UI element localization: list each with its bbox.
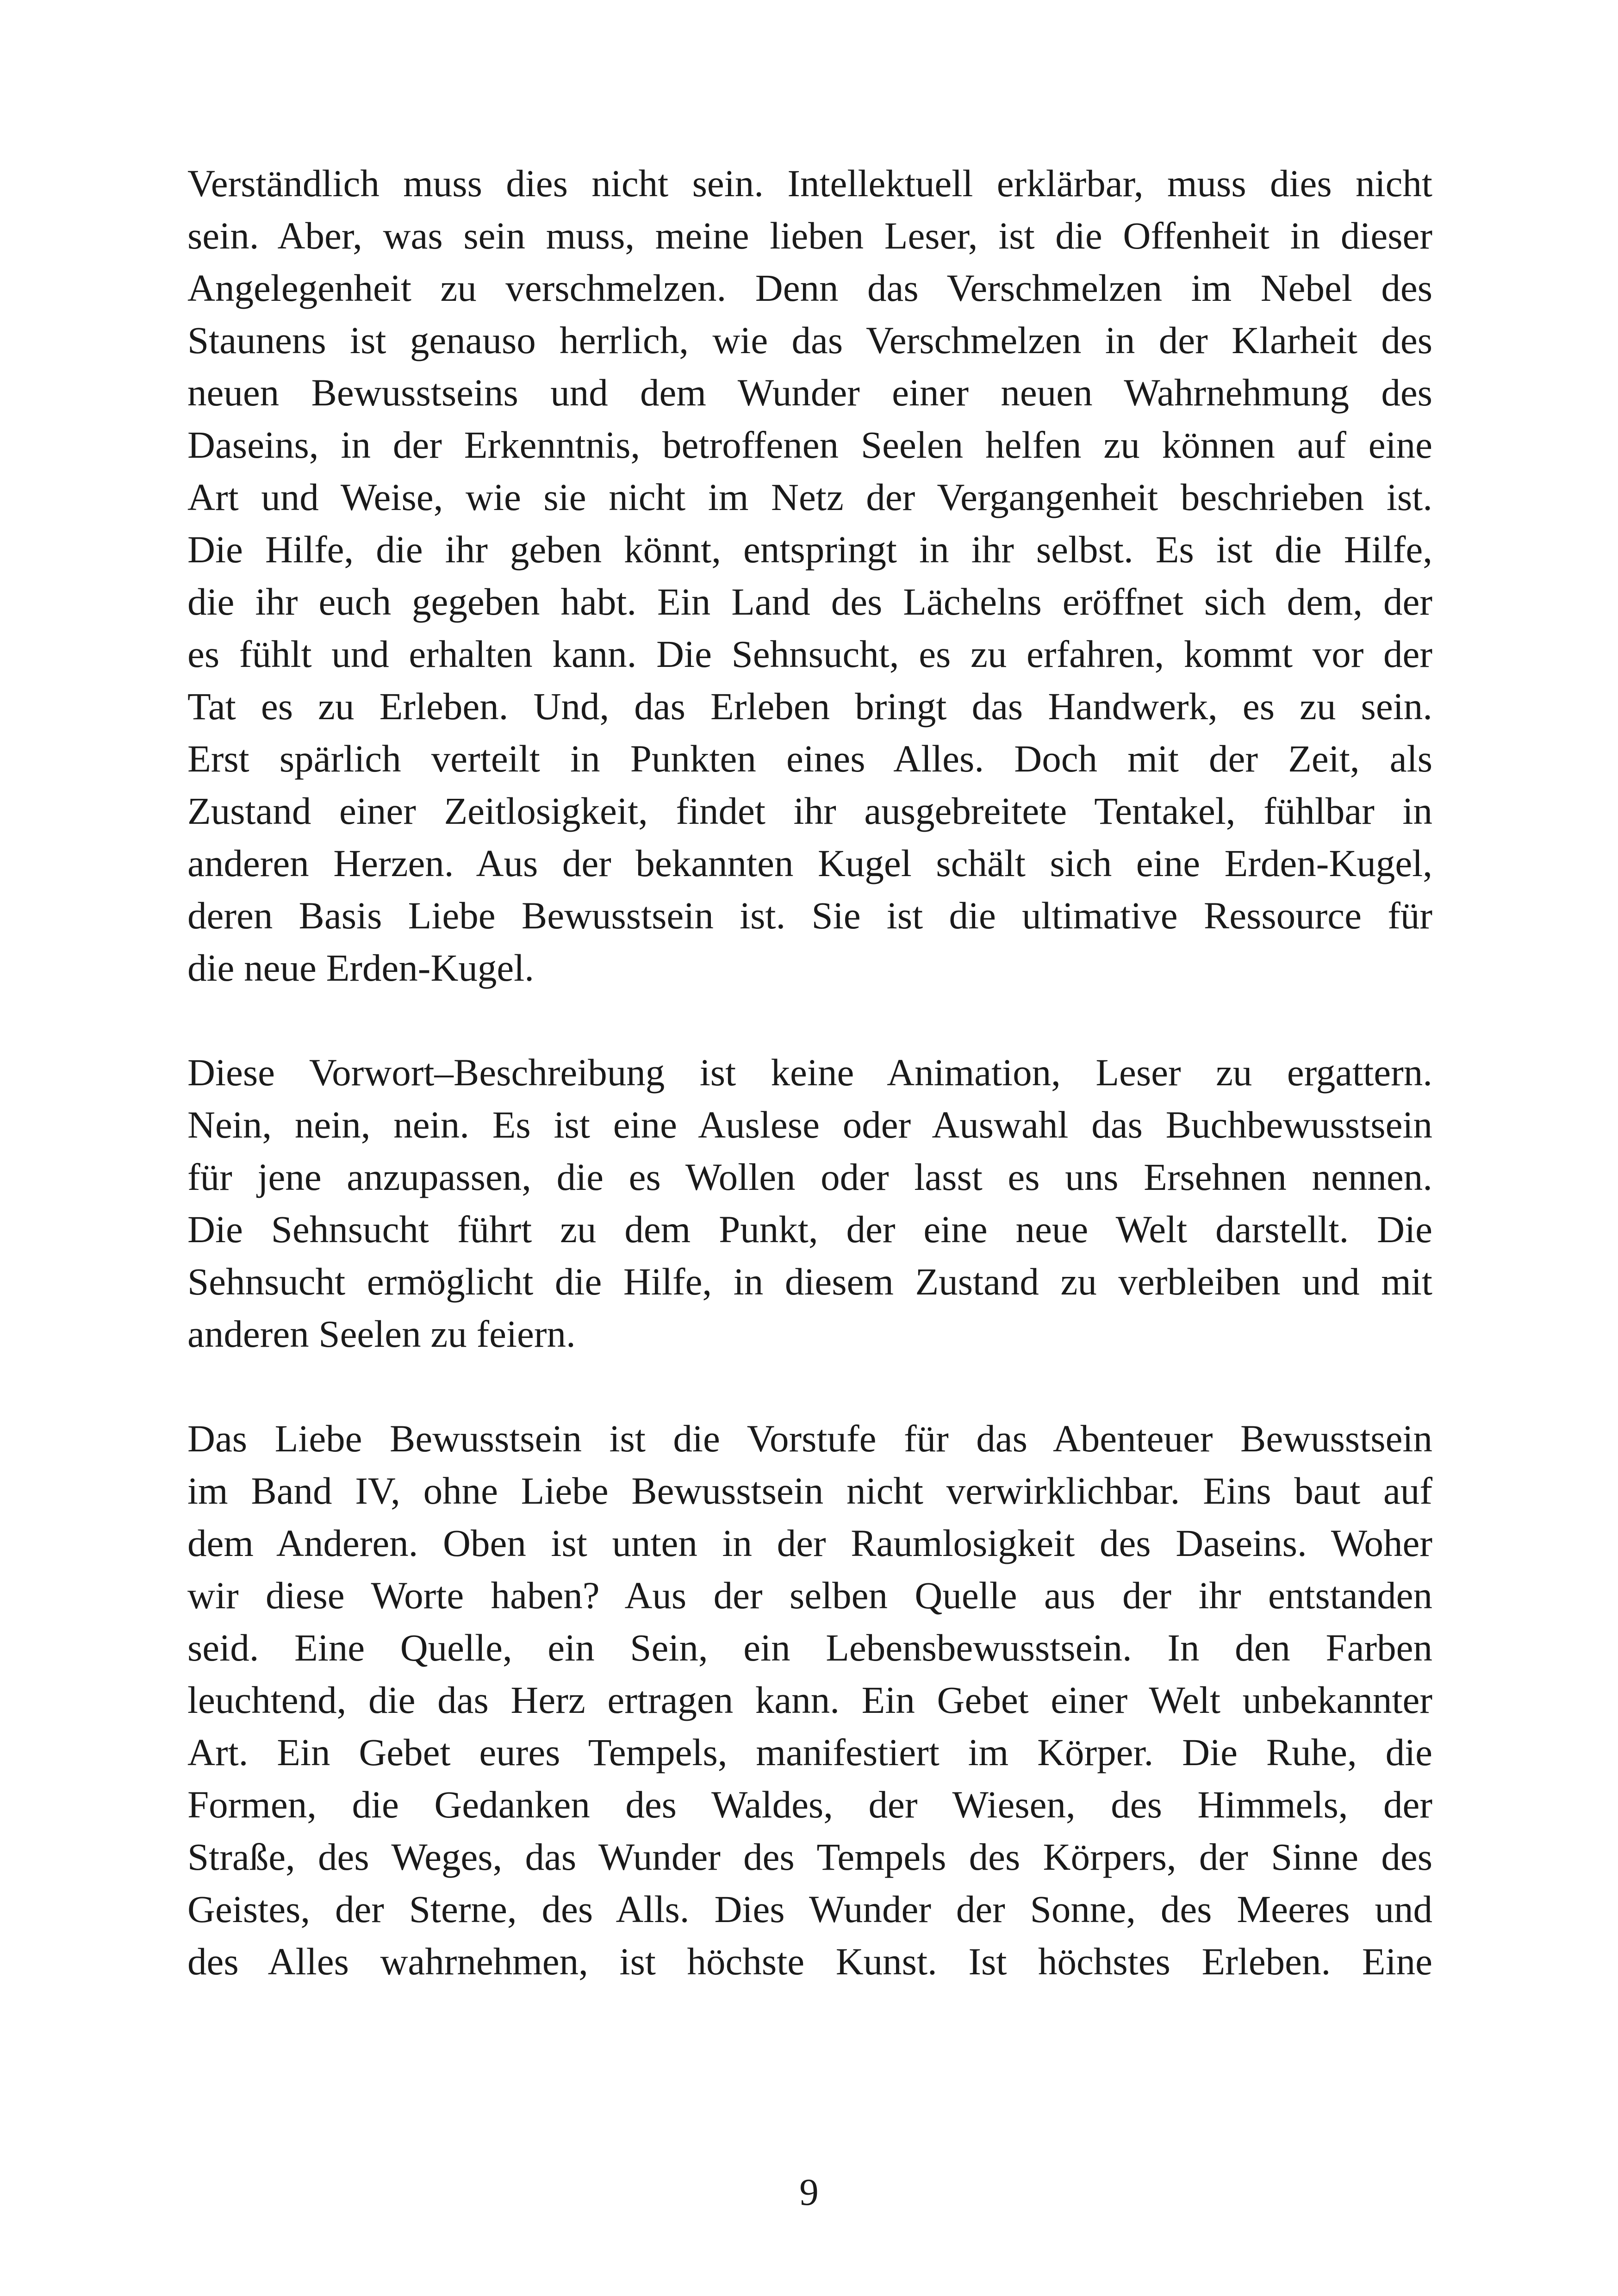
text-line: Tat es zu Erleben. Und, das Erleben bringt das Handwerk, es zu sein. [187,685,1432,728]
text-line: des Alles wahrnehmen, ist höchste Kunst. Ist höchstes Erleben. Eine [187,1940,1432,1983]
paragraph [187,1046,1432,1360]
text-line: anderen Herzen. Aus der bekannten Kugel schält sich eine Erden-Kugel, [187,842,1432,884]
text-line: Das Liebe Bewusstsein ist die Vorstufe für das Abenteuer Bewusstsein [187,1417,1432,1460]
paragraph [187,1412,1432,1988]
paragraph-spacer [187,994,1432,1046]
text-line: Geistes, der Sterne, des Alls. Dies Wunder der Sonne, des Meeres und [187,1888,1432,1930]
text-line: anderen Seelen zu feiern. [187,1313,576,1355]
text-line: Sehnsucht ermöglicht die Hilfe, in diesem Zustand zu verbleiben und mit [187,1260,1432,1303]
text-line: Verständlich muss dies nicht sein. Intellektuell erklärbar, muss dies nicht [187,162,1432,205]
text-line: Zustand einer Zeitlosigkeit, findet ihr ausgebreitete Tentakel, fühlbar in [187,790,1432,832]
text-line: im Band IV, ohne Liebe Bewusstsein nicht verwirklichbar. Eins baut auf [187,1469,1432,1512]
text-line: Nein, nein, nein. Es ist eine Auslese oder Auswahl das Buchbewusstsein [187,1103,1432,1146]
text-line: Die Sehnsucht führt zu dem Punkt, der eine neue Welt darstellt. Die [187,1208,1432,1251]
text-line: Die Hilfe, die ihr geben könnt, entspringt in ihr selbst. Es ist die Hilfe, [187,528,1432,571]
text-line: Angelegenheit zu verschmelzen. Denn das Verschmelzen im Nebel des [187,267,1432,309]
text-line: sein. Aber, was sein muss, meine lieben Leser, ist die Offenheit in dieser [187,214,1432,257]
text-line: neuen Bewusstseins und dem Wunder einer neuen Wahrnehmung des [187,371,1432,414]
text-line: deren Basis Liebe Bewusstsein ist. Sie ist die ultimative Ressource für [187,894,1432,937]
text-line: wir diese Worte haben? Aus der selben Quelle aus der ihr entstanden [187,1574,1432,1617]
text-line: es fühlt und erhalten kann. Die Sehnsucht, es zu erfahren, kommt vor der [187,633,1432,675]
text-line: Formen, die Gedanken des Waldes, der Wiesen, des Himmels, der [187,1783,1432,1826]
paragraph-spacer [187,1360,1432,1412]
text-line: für jene anzupassen, die es Wollen oder lasst es uns Ersehnen nennen. [187,1156,1432,1198]
text-line: die ihr euch gegeben habt. Ein Land des Lächelns eröffnet sich dem, der [187,580,1432,623]
body-text [187,157,1432,1988]
text-line: leuchtend, die das Herz ertragen kann. Ein Gebet einer Welt unbekannter [187,1679,1432,1721]
text-line: dem Anderen. Oben ist unten in der Raumlosigkeit des Daseins. Woher [187,1522,1432,1564]
text-line: Erst spärlich verteilt in Punkten eines Alles. Doch mit der Zeit, als [187,737,1432,780]
text-line: die neue Erden-Kugel. [187,946,534,989]
text-line: Staunens ist genauso herrlich, wie das Verschmelzen in der Klarheit des [187,319,1432,361]
page-number: 9 [799,2171,819,2213]
paragraph [187,157,1432,994]
text-line: Diese Vorwort–Beschreibung ist keine Animation, Leser zu ergattern. [187,1051,1432,1094]
text-line: Art. Ein Gebet eures Tempels, manifestiert im Körper. Die Ruhe, die [187,1731,1432,1773]
text-line: seid. Eine Quelle, ein Sein, ein Lebensbewusstsein. In den Farben [187,1626,1432,1669]
text-line: Art und Weise, wie sie nicht im Netz der Vergangenheit beschrieben ist. [187,476,1432,518]
text-line: Straße, des Weges, das Wunder des Tempels des Körpers, der Sinne des [187,1836,1432,1878]
text-line: Daseins, in der Erkenntnis, betroffenen Seelen helfen zu können auf eine [187,423,1432,466]
